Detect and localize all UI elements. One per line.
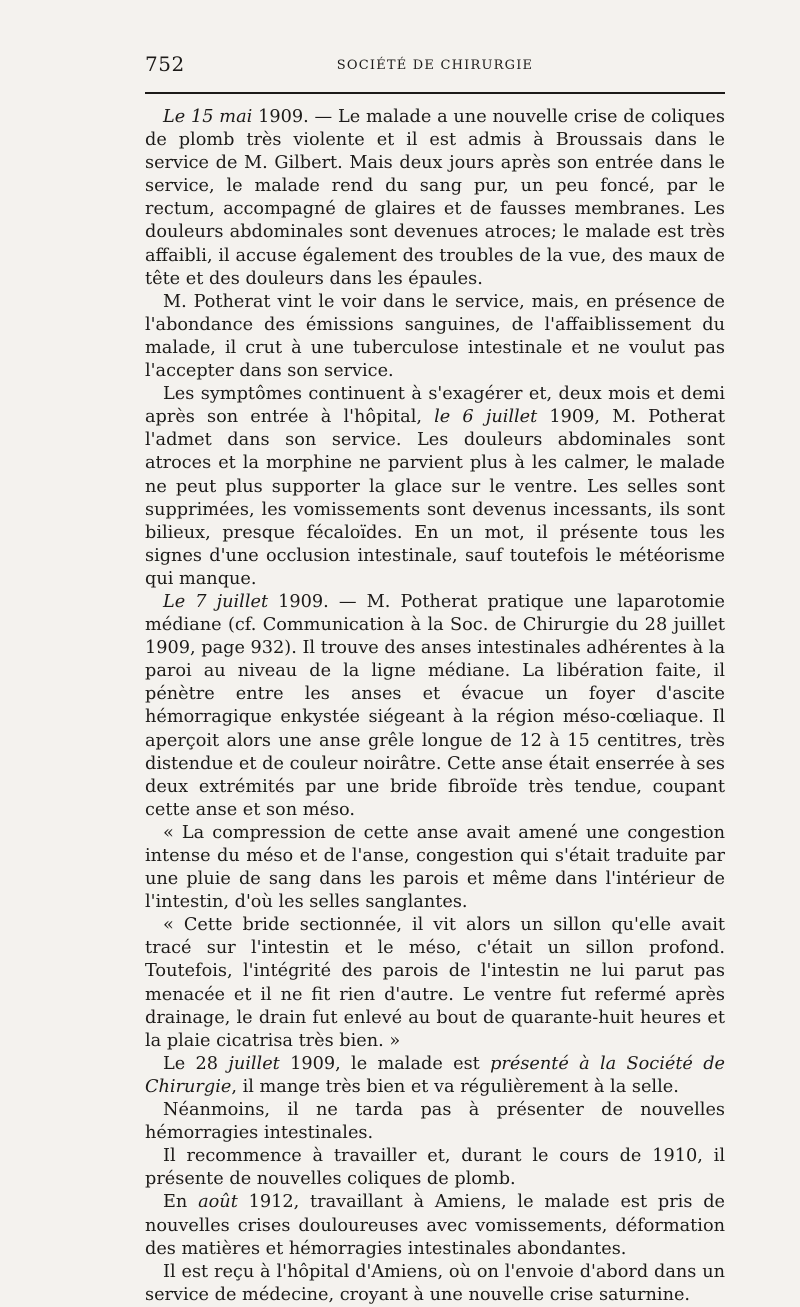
text-run: 1909, le malade est	[279, 1053, 491, 1074]
paragraph	[145, 591, 725, 822]
text-run: 1909, M. Potherat l'admet dans son service. Les douleurs abdominales sont atroces et la morphine ne parvient plus à les calmer, le malade ne peut plus supporter la glace sur le ventre. Les selles sont supprimées, les vomissements sont devenus incessants, ils sont bilieux, presque fécaloïdes. En un mot, il présente tous les signes d'une occlusion intestinale, sauf toutefois le météorisme qui manque.	[145, 407, 726, 589]
text-run: « La compression de cette anse avait amené une congestion intense du méso et de l'anse, congestion qui s'était traduite par une pluie de sang dans les parois et même dans l'intérieur de l'intestin, d'où les selles sanglantes.	[145, 822, 725, 913]
paragraph	[145, 1053, 725, 1099]
italic-text: juillet	[228, 1053, 280, 1074]
text-run: , il mange très bien et va régulièrement à la selle.	[231, 1076, 679, 1097]
running-head: SOCIÉTÉ DE CHIRURGIE	[336, 58, 534, 73]
italic-text: août	[198, 1192, 238, 1213]
text-run: Les symptômes continuent à s'exagérer et, deux mois et demi après son entrée à l'hôpital,	[145, 384, 725, 428]
text-run: En	[163, 1192, 199, 1213]
paragraph	[145, 914, 725, 1053]
paragraph	[145, 383, 725, 591]
page-header	[145, 50, 725, 80]
page-number: 752	[145, 52, 185, 76]
header-rule	[145, 92, 725, 94]
paragraph	[145, 291, 725, 383]
paragraph	[145, 1261, 725, 1307]
paragraph	[145, 822, 725, 914]
text-run: M. Potherat vint le voir dans le service, mais, en présence de l'abondance des émissions sanguines, de l'affaiblissement du malade, il crut à une tuberculose intestinale et ne voulut pas l'accepter dans son service.	[145, 291, 725, 382]
paragraph	[145, 1145, 725, 1191]
italic-text: présenté à la Société de Chirurgie	[145, 1053, 725, 1097]
text-run: Il est reçu à l'hôpital d'Amiens, où on l'envoie d'abord dans un service de médecine, croyant à une nouvelle crise saturnine.	[145, 1261, 725, 1305]
italic-text: Le 15 mai	[163, 107, 253, 127]
paragraph	[145, 1099, 725, 1145]
paragraph	[145, 1191, 725, 1260]
paragraph	[145, 106, 725, 291]
italic-text: le 6 juillet	[434, 407, 538, 428]
italic-text: Le 7 juillet	[163, 591, 269, 612]
body-text	[145, 106, 725, 1307]
text-run: 1912, travaillant à Amiens, le malade est pris de nouvelles crises douloureuses avec vomissements, déformation des matières et hémorragies intestinales abondantes.	[145, 1192, 725, 1259]
text-run: 1909. — M. Potherat pratique une laparotomie médiane (cf. Communication à la Soc. de Chirurgie du 28 juillet 1909, page 932). Il trouve des anses intestinales adhérentes à la paroi au niveau de la ligne médiane. La libération faite, il pénètre entre les anses et évacue un foyer d'ascite hémorragique enkystée siégeant à la région méso-cœliaque. Il aperçoit alors une anse grêle longue de 12 à 15 centitres, très distendue et de couleur noirâtre. Cette anse était enserrée à ses deux extrémités par une bride fibroïde très tendue, coupant cette anse et son méso.	[145, 591, 726, 820]
text-run: « Cette bride sectionnée, il vit alors un sillon qu'elle avait tracé sur l'intestin et le méso, c'était un sillon profond. Toutefois, l'intégrité des parois de l'intestin ne lui parut pas menacée et il ne fit rien d'autre. Le ventre fut refermé après drainage, le drain fut enlevé au bout de quarante-huit heures et la plaie cicatrisa très bien. »	[145, 915, 725, 1051]
text-run: 1909. — Le malade a une nouvelle crise de coliques de plomb très violente et il est admis à Broussais dans le service de M. Gilbert. Mais deux jours après son entrée dans le service, le malade rend du sang pur, un peu foncé, par le rectum, accompagné de glaires et de fausses membranes. Les douleurs abdominales sont devenues atroces; le malade est très affaibli, il accuse également des troubles de la vue, des maux de tête et des douleurs dans les épaules.	[145, 107, 725, 289]
text-run: Le 28	[163, 1053, 229, 1074]
text-run: Néanmoins, il ne tarda pas à présenter de nouvelles hémorragies intestinales.	[145, 1100, 725, 1144]
text-run: Il recommence à travailler et, durant le cours de 1910, il présente de nouvelles coliques de plomb.	[145, 1146, 725, 1190]
